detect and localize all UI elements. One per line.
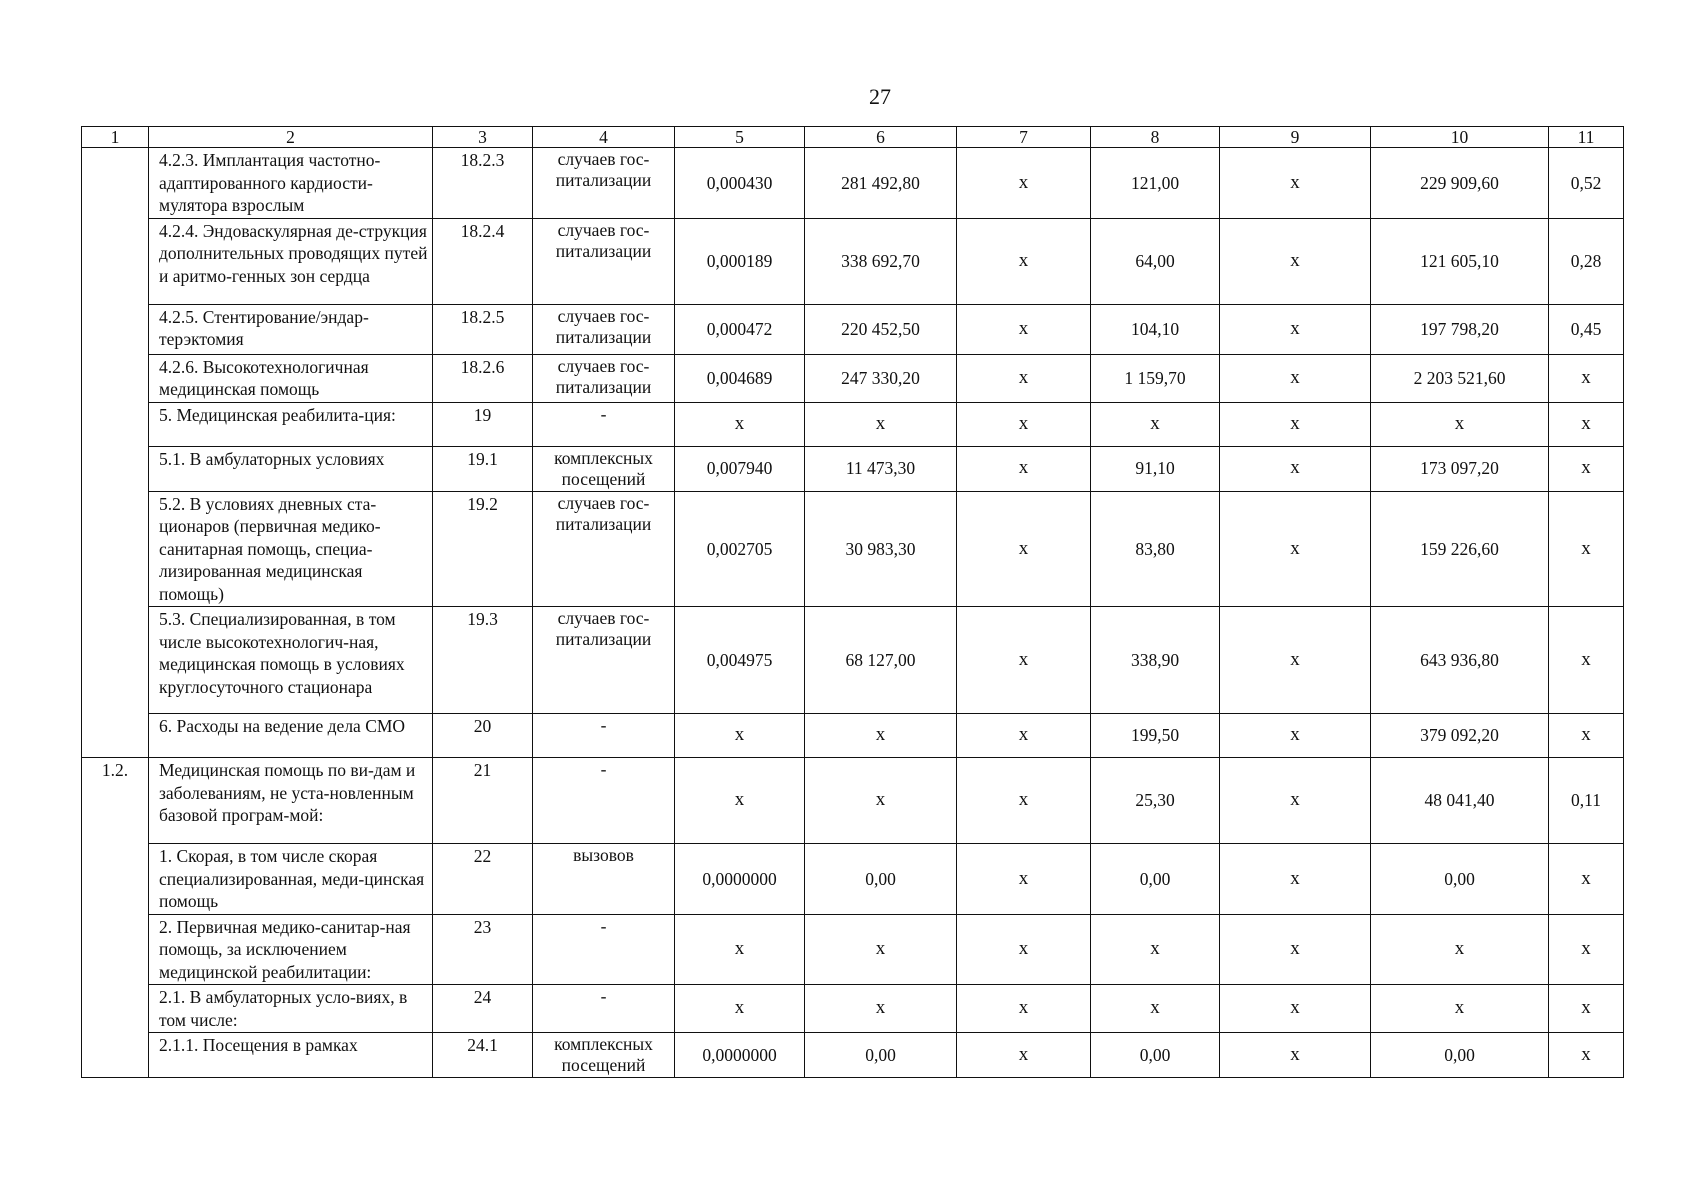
- col11-cell: х: [1549, 402, 1624, 446]
- col11-cell: х: [1549, 354, 1624, 402]
- col7-cell: х: [957, 446, 1091, 491]
- column-header-6: 6: [805, 127, 957, 148]
- cost-cell: 338 692,70: [805, 218, 957, 304]
- col11-cell: х: [1549, 714, 1624, 758]
- unit-cell: комплексных посещений: [533, 1033, 675, 1078]
- col7-cell: х: [957, 1033, 1091, 1078]
- col8-cell: х: [1091, 402, 1220, 446]
- table-row: [82, 714, 1624, 758]
- unit-cell: -: [533, 714, 675, 758]
- col9-cell: х: [1220, 758, 1371, 844]
- col9-cell: х: [1220, 1033, 1371, 1078]
- col8-cell: 0,00: [1091, 1033, 1220, 1078]
- col9-cell: х: [1220, 491, 1371, 607]
- indicator-name-cell: 2.1.1. Посещения в рамках: [149, 1033, 433, 1078]
- col10-cell: 0,00: [1371, 1033, 1549, 1078]
- unit-cell: комплексных посещений: [533, 446, 675, 491]
- col10-cell: 159 226,60: [1371, 491, 1549, 607]
- row-code-cell: 20: [433, 714, 533, 758]
- col8-cell: 83,80: [1091, 491, 1220, 607]
- norm-cell: 0,000189: [675, 218, 805, 304]
- cost-cell: х: [805, 985, 957, 1033]
- col8-cell: 64,00: [1091, 218, 1220, 304]
- table-row: [82, 354, 1624, 402]
- indicator-name-cell: Медицинская помощь по ви-дам и заболеваниям, не уста-новленным базовой програм-мой:: [149, 758, 433, 844]
- col7-cell: х: [957, 354, 1091, 402]
- col8-cell: 338,90: [1091, 607, 1220, 714]
- norm-cell: х: [675, 758, 805, 844]
- indicator-name-cell: 4.2.5. Стентирование/эндар-терэктомия: [149, 304, 433, 354]
- col11-cell: 0,28: [1549, 218, 1624, 304]
- col10-cell: х: [1371, 985, 1549, 1033]
- cost-cell: х: [805, 714, 957, 758]
- col10-cell: 379 092,20: [1371, 714, 1549, 758]
- col11-cell: х: [1549, 844, 1624, 915]
- header-row: [82, 127, 1624, 148]
- row-code-cell: 18.2.5: [433, 304, 533, 354]
- indicator-name-cell: 5.2. В условиях дневных ста-ционаров (первичная медико-санитарная помощь, специа-лизированная медицинская помощь): [149, 491, 433, 607]
- col11-cell: х: [1549, 985, 1624, 1033]
- unit-cell: -: [533, 985, 675, 1033]
- table-row: [82, 402, 1624, 446]
- table-row: [82, 446, 1624, 491]
- unit-cell: -: [533, 402, 675, 446]
- cost-cell: 68 127,00: [805, 607, 957, 714]
- col10-cell: 229 909,60: [1371, 148, 1549, 219]
- col9-cell: х: [1220, 148, 1371, 219]
- unit-cell: случаев гос-питализации: [533, 304, 675, 354]
- col10-cell: 0,00: [1371, 844, 1549, 915]
- norm-cell: 0,0000000: [675, 844, 805, 915]
- cost-cell: 30 983,30: [805, 491, 957, 607]
- cost-cell: 220 452,50: [805, 304, 957, 354]
- col10-cell: 643 936,80: [1371, 607, 1549, 714]
- col7-cell: х: [957, 758, 1091, 844]
- col8-cell: 25,30: [1091, 758, 1220, 844]
- col7-cell: х: [957, 402, 1091, 446]
- col8-cell: х: [1091, 914, 1220, 985]
- unit-cell: случаев гос-питализации: [533, 607, 675, 714]
- cost-cell: 0,00: [805, 844, 957, 915]
- col9-cell: х: [1220, 354, 1371, 402]
- indicator-name-cell: 4.2.4. Эндоваскулярная де-струкция дополнительных проводящих путей и аритмо-генных зон сердца: [149, 218, 433, 304]
- col11-cell: 0,11: [1549, 758, 1624, 844]
- column-header-7: 7: [957, 127, 1091, 148]
- col10-cell: 173 097,20: [1371, 446, 1549, 491]
- row-code-cell: 19.3: [433, 607, 533, 714]
- col11-cell: х: [1549, 491, 1624, 607]
- col9-cell: х: [1220, 218, 1371, 304]
- column-header-4: 4: [533, 127, 675, 148]
- row-code-cell: 19.2: [433, 491, 533, 607]
- column-header-2: 2: [149, 127, 433, 148]
- table-row: [82, 985, 1624, 1033]
- indicator-name-cell: 2. Первичная медико-санитар-ная помощь, за исключением медицинской реабилитации:: [149, 914, 433, 985]
- col9-cell: х: [1220, 402, 1371, 446]
- unit-cell: случаев гос-питализации: [533, 218, 675, 304]
- unit-cell: вызовов: [533, 844, 675, 915]
- col7-cell: х: [957, 304, 1091, 354]
- indicator-name-cell: 4.2.6. Высокотехнологичная медицинская помощь: [149, 354, 433, 402]
- col8-cell: 121,00: [1091, 148, 1220, 219]
- col8-cell: 199,50: [1091, 714, 1220, 758]
- norm-cell: 0,004975: [675, 607, 805, 714]
- col7-cell: х: [957, 714, 1091, 758]
- col7-cell: х: [957, 844, 1091, 915]
- table-row: [82, 491, 1624, 607]
- col7-cell: х: [957, 218, 1091, 304]
- section-number-cell: [82, 148, 149, 758]
- indicator-name-cell: 1. Скорая, в том числе скорая специализированная, меди-цинская помощь: [149, 844, 433, 915]
- row-code-cell: 22: [433, 844, 533, 915]
- col9-cell: х: [1220, 914, 1371, 985]
- row-code-cell: 23: [433, 914, 533, 985]
- norm-cell: х: [675, 985, 805, 1033]
- section-number-cell: 1.2.: [82, 758, 149, 1078]
- indicator-name-cell: 5. Медицинская реабилита-ция:: [149, 402, 433, 446]
- col7-cell: х: [957, 914, 1091, 985]
- cost-cell: 11 473,30: [805, 446, 957, 491]
- row-code-cell: 18.2.4: [433, 218, 533, 304]
- indicator-name-cell: 2.1. В амбулаторных усло-виях, в том числе:: [149, 985, 433, 1033]
- col9-cell: х: [1220, 304, 1371, 354]
- cost-cell: х: [805, 758, 957, 844]
- col10-cell: 197 798,20: [1371, 304, 1549, 354]
- row-code-cell: 24: [433, 985, 533, 1033]
- norm-cell: 0,000472: [675, 304, 805, 354]
- col11-cell: х: [1549, 607, 1624, 714]
- col9-cell: х: [1220, 844, 1371, 915]
- column-header-5: 5: [675, 127, 805, 148]
- col10-cell: 48 041,40: [1371, 758, 1549, 844]
- table-row: [82, 844, 1624, 915]
- unit-cell: случаев гос-питализации: [533, 491, 675, 607]
- col8-cell: 104,10: [1091, 304, 1220, 354]
- col8-cell: х: [1091, 985, 1220, 1033]
- column-header-9: 9: [1220, 127, 1371, 148]
- column-header-11: 11: [1549, 127, 1624, 148]
- cost-cell: 247 330,20: [805, 354, 957, 402]
- table-row: [82, 148, 1624, 219]
- table-row: [82, 607, 1624, 714]
- col7-cell: х: [957, 985, 1091, 1033]
- unit-cell: -: [533, 914, 675, 985]
- row-code-cell: 19.1: [433, 446, 533, 491]
- table-row: [82, 1033, 1624, 1078]
- col8-cell: 91,10: [1091, 446, 1220, 491]
- col9-cell: х: [1220, 985, 1371, 1033]
- indicator-name-cell: 4.2.3. Имплантация частотно-адаптированного кардиости-мулятора взрослым: [149, 148, 433, 219]
- col7-cell: х: [957, 607, 1091, 714]
- col7-cell: х: [957, 148, 1091, 219]
- col9-cell: х: [1220, 714, 1371, 758]
- col11-cell: х: [1549, 1033, 1624, 1078]
- cost-cell: 0,00: [805, 1033, 957, 1078]
- column-header-8: 8: [1091, 127, 1220, 148]
- unit-cell: -: [533, 758, 675, 844]
- unit-cell: случаев гос-питализации: [533, 354, 675, 402]
- cost-cell: 281 492,80: [805, 148, 957, 219]
- col7-cell: х: [957, 491, 1091, 607]
- norm-cell: 0,0000000: [675, 1033, 805, 1078]
- row-code-cell: 21: [433, 758, 533, 844]
- cost-cell: х: [805, 402, 957, 446]
- unit-cell: случаев гос-питализации: [533, 148, 675, 219]
- col8-cell: 0,00: [1091, 844, 1220, 915]
- table-body: [82, 127, 1624, 1078]
- indicator-name-cell: 5.1. В амбулаторных условиях: [149, 446, 433, 491]
- col9-cell: х: [1220, 446, 1371, 491]
- table-row: [82, 758, 1624, 844]
- col11-cell: х: [1549, 914, 1624, 985]
- column-header-1: 1: [82, 127, 149, 148]
- data-table: [81, 126, 1624, 1078]
- row-code-cell: 24.1: [433, 1033, 533, 1078]
- indicator-name-cell: 6. Расходы на ведение дела СМО: [149, 714, 433, 758]
- col11-cell: 0,52: [1549, 148, 1624, 219]
- row-code-cell: 19: [433, 402, 533, 446]
- norm-cell: 0,000430: [675, 148, 805, 219]
- cost-cell: х: [805, 914, 957, 985]
- norm-cell: х: [675, 914, 805, 985]
- table-row: [82, 304, 1624, 354]
- indicator-name-cell: 5.3. Специализированная, в том числе высокотехнологич-ная, медицинская помощь в условиях круглосуточного стационара: [149, 607, 433, 714]
- norm-cell: 0,004689: [675, 354, 805, 402]
- table-row: [82, 914, 1624, 985]
- col11-cell: 0,45: [1549, 304, 1624, 354]
- norm-cell: х: [675, 402, 805, 446]
- col9-cell: х: [1220, 607, 1371, 714]
- col10-cell: х: [1371, 402, 1549, 446]
- col10-cell: х: [1371, 914, 1549, 985]
- col10-cell: 121 605,10: [1371, 218, 1549, 304]
- page-number: 27: [869, 84, 891, 109]
- row-code-cell: 18.2.3: [433, 148, 533, 219]
- norm-cell: 0,002705: [675, 491, 805, 607]
- col8-cell: 1 159,70: [1091, 354, 1220, 402]
- column-header-3: 3: [433, 127, 533, 148]
- norm-cell: 0,007940: [675, 446, 805, 491]
- row-code-cell: 18.2.6: [433, 354, 533, 402]
- norm-cell: х: [675, 714, 805, 758]
- table-row: [82, 218, 1624, 304]
- col11-cell: х: [1549, 446, 1624, 491]
- col10-cell: 2 203 521,60: [1371, 354, 1549, 402]
- column-header-10: 10: [1371, 127, 1549, 148]
